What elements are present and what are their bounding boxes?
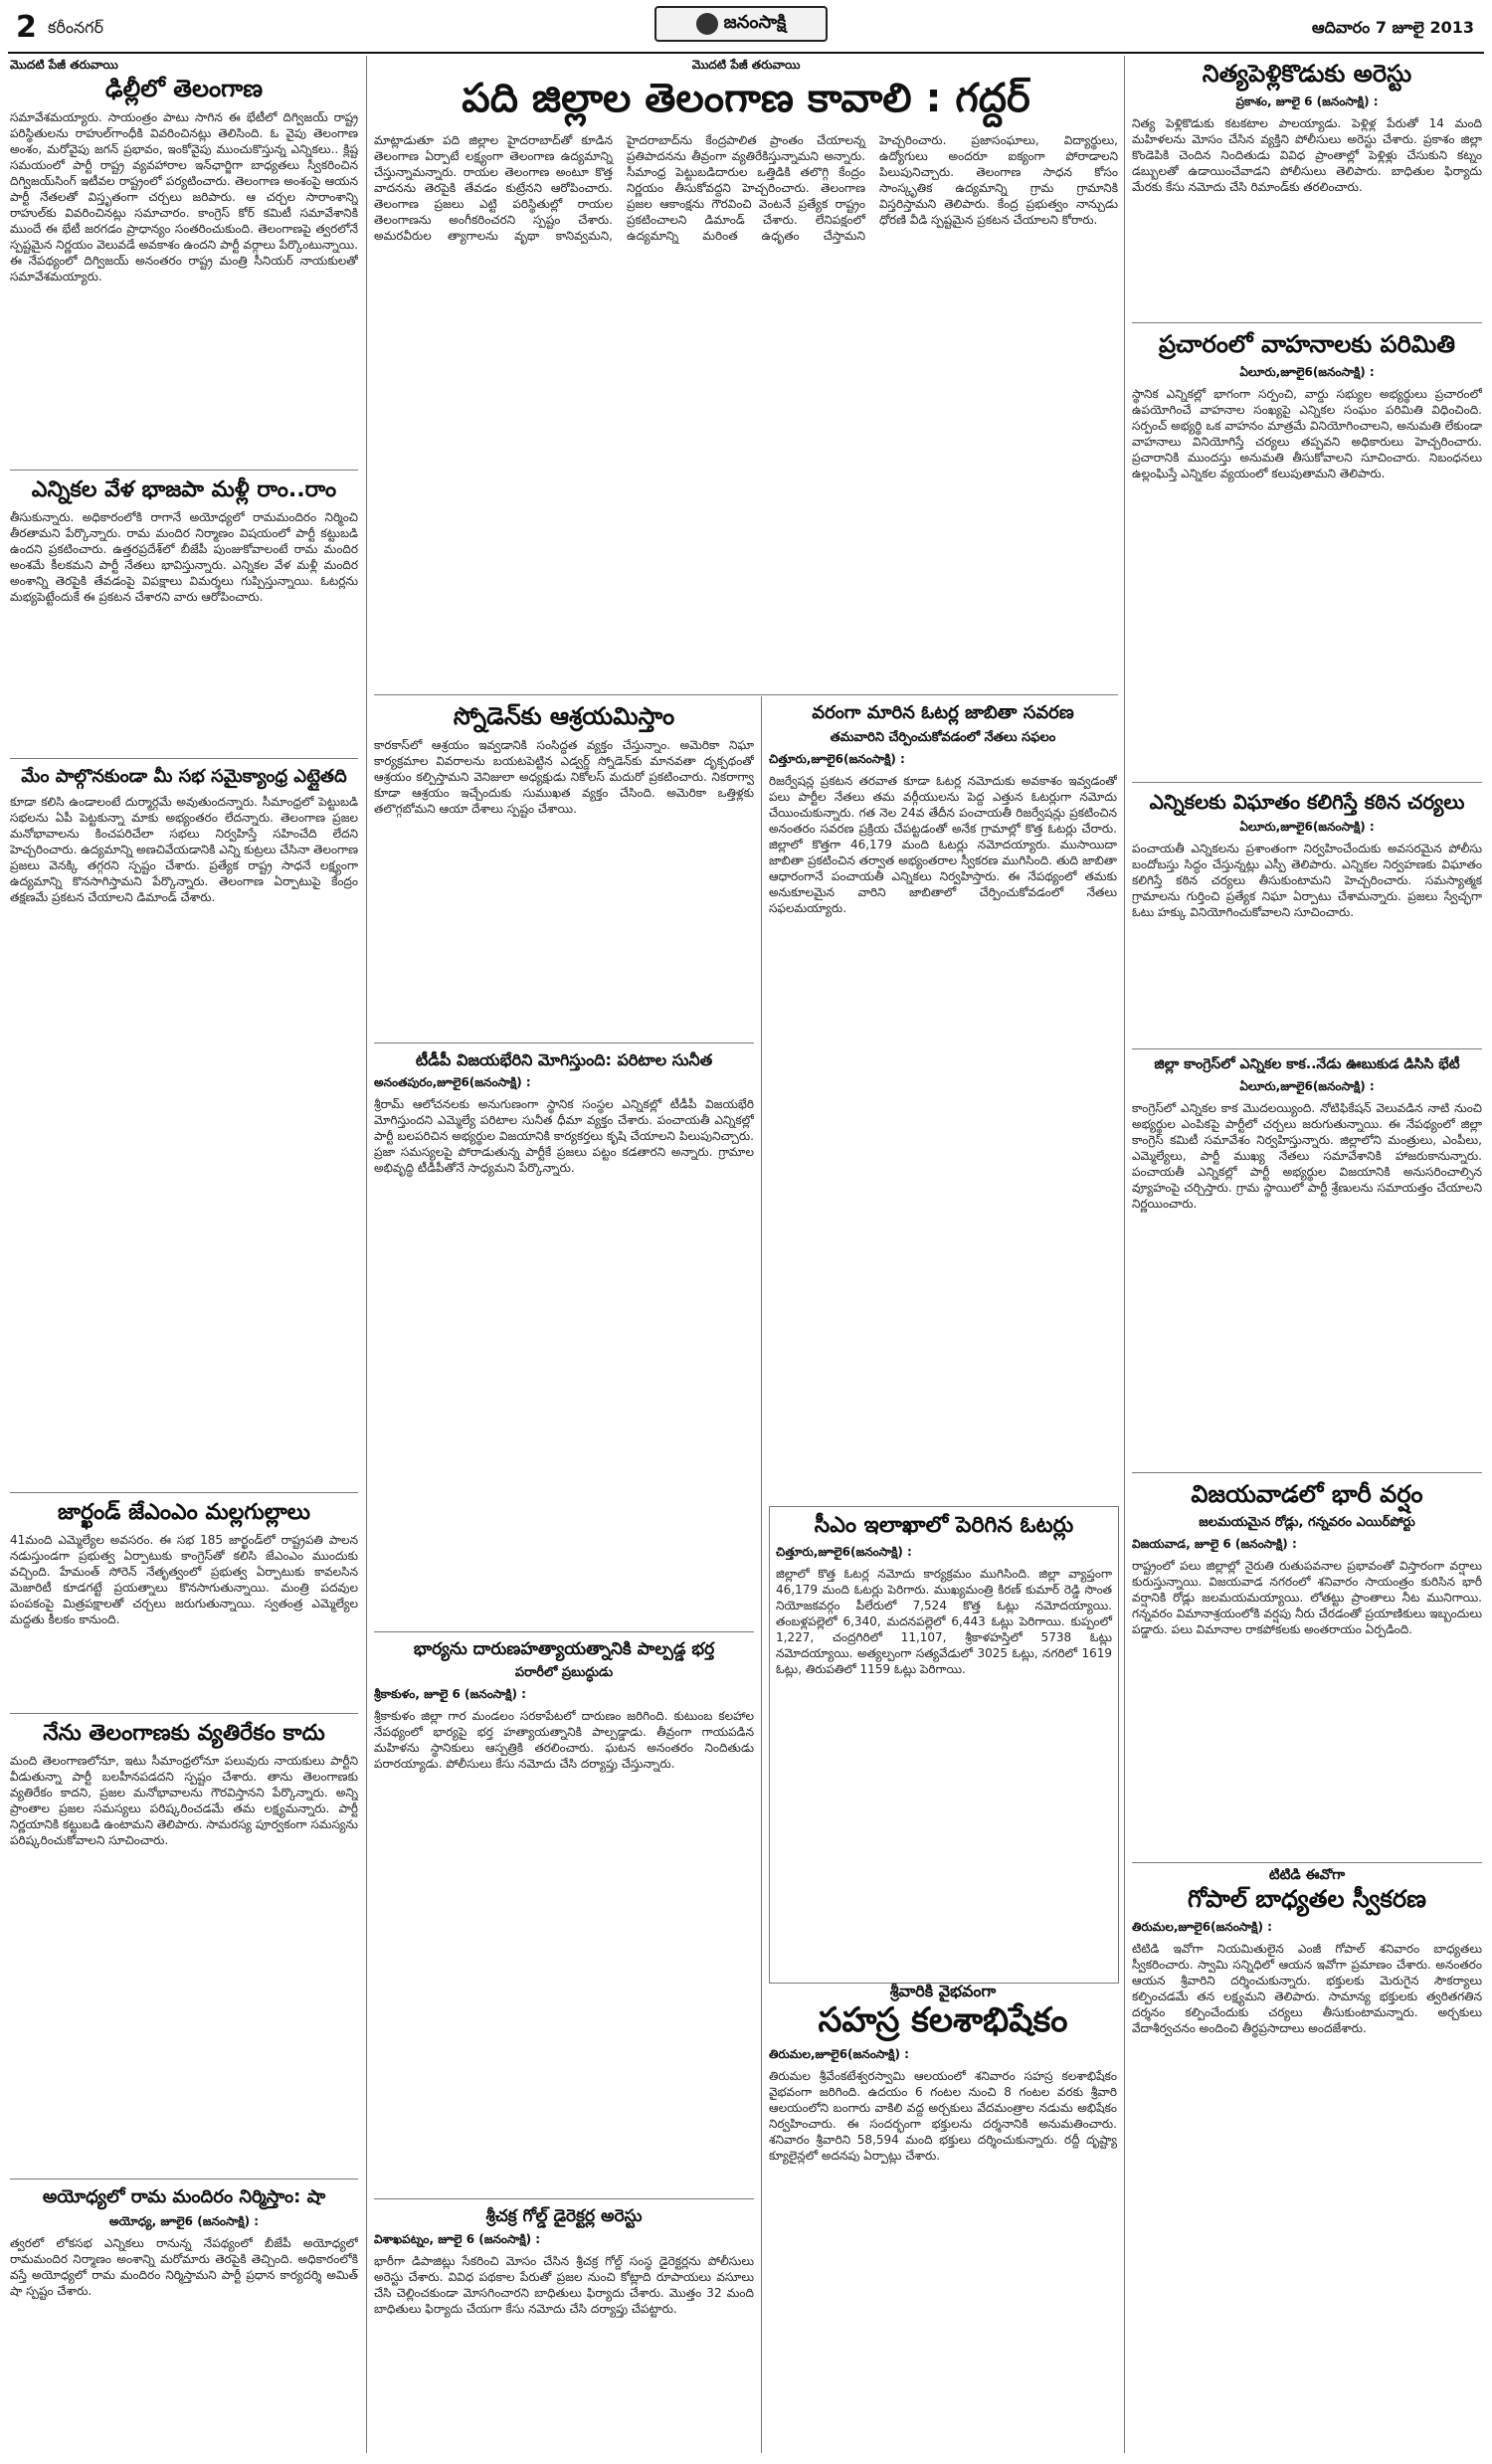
section-divider: [374, 1042, 754, 1043]
article-headline: పది జిల్లాల తెలంగాణ కావాలి : గద్దర్: [462, 76, 1030, 121]
article-delhi-telangana: [10, 58, 358, 468]
article-dateline: ప్రకాశం, జూలై 6 (జనంసాక్షి) :: [1235, 94, 1379, 108]
article-body: కారకాస్‌లో ఆశ్రయం ఇవ్వడానికి సంసిద్ధత వ్యక్తం చేస్తున్నాం. అమెరికా నిఘా కార్యక్రమాల వివరాలను బయటపెట్టిన ఎడ్వర్డ్ స్నోడెన్‌కు మానవతా దృక్పథంతో ఆశ్రయం కల్పిస్తామని వెనిజులా అధ్యక్షుడు నికోలస్ మదురో ప్రకటించారు. నికరాగ్వా కూడా ఆశ్రయం ఇచ్చేందుకు సుముఖత వ్యక్తం చేసింది. అమెరికా ఒత్తిళ్లకు తలొగ్గబోమని ఆయా దేశాలు స్పష్టం చేశాయి.: [374, 737, 754, 816]
masthead-title: జనంసాక్షి: [723, 11, 787, 33]
article-headline: ప్రచారంలో వాహనాలకు పరిమితి: [1158, 330, 1456, 358]
section-divider: [374, 2198, 754, 2199]
article-dateline: శ్రీకాకుళం, జూలై 6 (జనంసాక్షి) :: [374, 1687, 526, 1702]
article-srichakra-gold: [374, 2204, 754, 2453]
article-headline: నేను తెలంగాణకు వ్యతిరేకం కాదు: [43, 1721, 325, 1746]
article-headline: సీఎం ఇలాఖాలో పెరిగిన ఓటర్లు: [814, 1513, 1074, 1538]
section-divider: [10, 2179, 358, 2180]
article-body: కాంగ్రెస్‌లో ఎన్నికల కాక మొదలయ్యింది. నోటిఫికేషన్ వెలువడిన నాటి నుంచి అభ్యర్థుల ఎంపికపై పార్టీలో చర్చలు జరుగుతున్నాయి. ఈ నేపథ్యంలో జిల్లా కాంగ్రెస్ కమిటీ సమావేశం నిర్వహిస్తున్నారు. జిల్లాలోని మంత్రులు, ఎంపీలు, ఎమ్మెల్యేలు, పార్టీ ముఖ్య నేతలు సమావేశానికి హాజరుకానున్నారు. పంచాయతీ ఎన్నికల్లో పార్టీ అభ్యర్థుల విజయానికి అనుసరించాల్సిన వ్యూహంపై చర్చిస్తారు. గ్రామ స్థాయిలో పార్టీ శ్రేణులను సమాయత్తం చేయాలని నిర్ణయించారు.: [1132, 1100, 1482, 1211]
article-husband-attack: [374, 1637, 754, 2194]
article-vehicle-limit: [1132, 328, 1482, 778]
article-dateline: విజయవాడ, జూలై 6 (జనంసాక్షి) :: [1132, 1536, 1297, 1551]
article-headline: మేం పాల్గొనకుండా మీ సభ సమైక్యాంధ్ర ఎట్లైతది: [21, 766, 347, 787]
article-headline: గోపాల్ బాధ్యతల స్వీకరణ: [1188, 1885, 1426, 1913]
issue-date: ఆదివారం 7 జూలై 2013: [1311, 18, 1474, 37]
article-body: తీసుకున్నారు. అధికారంలోకి రాగానే అయోధ్యలో రామమందిరం నిర్మించి తీరతామని పేర్కొన్నారు. రామ మందిర నిర్మాణం విషయంలో పార్టీ కట్టుబడి ఉందని ప్రకటించారు. ఉత్తరప్రదేశ్‌లో బీజేపీ పుంజుకోవాలంటే రామ మందిర అంశమే కీలకమని పార్టీ నేతలు భావిస్తున్నారు. ఎన్నికల వేళ మళ్లీ మందిర అంశాన్ని తెరపైకి తేవడంపై విపక్షాలు విమర్శలు గుప్పిస్తున్నాయి. ఓటర్లను మభ్యపెట్టేందుకే ఈ ప్రకటన చేశారని వారు ఆరోపించారు.: [10, 510, 358, 605]
article-body: సమావేశమయ్యారు. సాయంత్రం పాటు సాగిన ఈ భేటీలో దిగ్విజయ్ రాష్ట్ర పరిస్థితులను రాహుల్‌గాంధీకి వివరించినట్లు తెలిసింది. ఓ వైపు తెలంగాణ అంశం, మరోవైపు జగన్ ప్రభావం, ఇంకోవైపు ముంచుకొస్తున్న ఎన్నికలు.. క్లిష్ట సమయంలో పార్టీ రాష్ట్ర వ్యవహారాల ఇన్‌ఛార్జిగా బాధ్యతలు స్వీకరించిన దిగ్విజయ్‌సింగ్ ఇటీవల రాష్ట్రంలో పర్యటించారు. తెలంగాణ అంశంపై ఆయన పార్టీ నేతలతో విస్తృతంగా చర్చలు జరిపారు. ఆ చర్చల సారాంశాన్ని రాహుల్‌కు వివరించినట్లు సమాచారం. కాంగ్రెస్ కోర్ కమిటీ సమావేశానికి ముందే ఈ భేటీ జరగడం ప్రాధాన్యం సంతరించుకుంది. తెలంగాణపై త్వరలోనే స్పష్టమైన నిర్ణయం వెలువడే అవకాశం ఉందని పార్టీ వర్గాలు పేర్కొంటున్నాయి. ఈ నేపథ్యంలో దిగ్విజయ్ అనంతరం రాష్ట్ర మంత్రి సీనియర్ నాయకులతో సమావేశమయ్యారు.: [10, 109, 358, 284]
article-headline: నిత్యపెళ్లికొడుకు అరెస్టు: [1202, 60, 1412, 88]
article-dateline: తిరుమల,జూలై6(జనంసాక్షి) :: [1132, 1919, 1272, 1934]
article-dateline: అయోధ్య, జూలై6 (జనంసాక్షి) :: [108, 2213, 260, 2228]
article-snowden: [374, 700, 754, 1039]
article-ayodhya-shah: [10, 2184, 358, 2453]
column-divider: [1124, 56, 1125, 2453]
section-divider: [1132, 1048, 1482, 1049]
column-divider: [761, 696, 762, 2453]
article-body: టిటిడి ఇవోగా నియమితులైన ఎంజీ గోపాల్ శనివారం బాధ్యతలు స్వీకరించారు. స్వామి సన్నిధిలో ఆయన ఇవోగా ప్రమాణం చేశారు. అనంతరం ఆయన శ్రీవారిని దర్శించుకున్నారు. భక్తులకు మెరుగైన సౌకర్యాలు కల్పించడమే తన లక్ష్యమని తెలిపారు. సామాన్య భక్తులకు త్వరితగతిన దర్శనం కల్పించేందుకు చర్యలు తీసుకుంటామన్నారు. అర్చకులు వేదాశీర్వచనం అందించి తీర్థప్రసాదాలు అందజేశారు.: [1132, 1941, 1482, 2035]
article-dateline: అనంతపురం,జూలై6(జనంసాక్షి) :: [374, 1075, 531, 1090]
article-headline: ఢిల్లీలో తెలంగాణ: [104, 75, 264, 102]
page-header: [8, 4, 1484, 48]
article-body: శ్రీరామ్ ఆలోచనలకు అనుగుణంగా స్థానిక సంస్థల ఎన్నికల్లో టీడీపీ విజయభేరి మోగిస్తుందని ఎమ్మెల్యే పరిటాల సునీత ధీమా వ్యక్తం చేశారు. పంచాయతీ ఎన్నికల్లో పార్టీ బలపరిచిన అభ్యర్థుల విజయానికి కార్యకర్తలు కృషి చేయాలని పిలుపునిచ్చారు. ప్రజా సమస్యలపై పోరాడుతున్న పార్టీకే ప్రజలు పట్టం కడతారని అన్నారు. గ్రామాల అభివృద్ధి టీడీపీతోనే సాధ్యమని పేర్కొన్నారు.: [374, 1097, 754, 1176]
article-headline: భార్యను దారుణహత్యాయత్నానికి పాల్పడ్డ భర్త: [413, 1639, 715, 1659]
article-headline: అయోధ్యలో రామ మందిరం నిర్మిస్తాం: షా: [42, 2186, 326, 2207]
article-headline: విజయవాడలో భారీ వర్షం: [1191, 1480, 1423, 1508]
article-headline: జార్ఖండ్ జేఎంఎం మల్లగుల్లాలు: [57, 1500, 311, 1525]
article-subheadline: జలమయమైన రోడ్లు, గన్నవరం ఎయిర్‌పోర్టు: [1199, 1514, 1415, 1530]
article-headline: సహస్ర కలశాభిషేకం: [818, 2000, 1068, 2040]
article-kicker: టిటిడి ఈవోగా: [1268, 1868, 1346, 1883]
article-tdp-sunitha: [374, 1048, 754, 1625]
article-dateline: ఏలూరు,జూలై6(జనంసాక్షి) :: [1239, 364, 1375, 379]
article-dcc-meeting: [1132, 1054, 1482, 1468]
column-divider: [366, 56, 367, 2453]
article-headline: జిల్లా కాంగ్రెస్‌లో ఎన్నికల కాక..నేడు ఊబుకుడ డిసిసి భేటీ: [1154, 1056, 1460, 1072]
article-subheadline: పరారీలో ప్రబుద్ధుడు: [514, 1665, 614, 1681]
article-election-disruption: [1132, 788, 1482, 1044]
article-headline: వరంగా మారిన ఓటర్ల జాబితా సవరణ: [812, 702, 1074, 723]
article-body: 41మంది ఎమ్మెల్యేల అవసరం. ఈ సభ 185 జార్ఖండ్‌లో రాష్ట్రపతి పాలన నడుస్తుండగా ప్రభుత్వ ఏర్పాటుకు కాంగ్రెస్‌తో కలిసి జేఎంఎం ముందుకు వచ్చింది. హేమంత్ సోరెన్ నేతృత్వంలో ప్రభుత్వ ఏర్పాటుకు కావలసిన మెజారిటీ కూడగట్టే ప్రయత్నాలు కొనసాగుతున్నాయి. మంత్రి పదవుల పంపకంపై మిత్రపక్షాలతో చర్చలు జరుగుతున్నాయి. స్వతంత్ర ఎమ్మెల్యేల మద్దతు కీలకం కానుంది.: [10, 1533, 358, 1627]
article-body: తిరుమల శ్రీవేంకటేశ్వరస్వామి ఆలయంలో శనివారం సహస్ర కలశాభిషేకం వైభవంగా జరిగింది. ఉదయం 6 గంటల నుంచి 8 గంటల వరకు శ్రీవారి ఆలయంలోని బంగారు వాకిలి వద్ద అర్చకులు వేదమంత్రాల నడుమ అభిషేకం నిర్వహించారు. ఈ సందర్భంగా భక్తులను దర్శనానికి అనుమతించారు. శనివారం శ్రీవారిని 58,594 మంది భక్తులు దర్శించుకున్నారు. రద్దీ దృష్ట్యా క్యూలైన్లలో అదనపు ఏర్పాట్లు చేశారు.: [769, 2068, 1117, 2163]
article-dateline: తిరుమల,జూలై6(జనంసాక్షి) :: [769, 2046, 909, 2061]
article-kicker: శ్రీవారికి వైభవంగా: [889, 1984, 997, 2000]
masthead: [654, 6, 828, 42]
article-body: స్థానిక ఎన్నికల్లో భాగంగా సర్పంచి, వార్డు సభ్యుల అభ్యర్థులు ప్రచారంలో ఉపయోగించే వాహనాల సంఖ్యపై ఎన్నికల సంఘం పరిమితి విధించింది. సర్పంచ్ అభ్యర్థి ఒక వాహనం మాత్రమే వినియోగించాలని, అనుమతి లేకుండా వాహనాలు వినియోగిస్తే చర్యలు తప్పవని అధికారులు హెచ్చరించారు. ప్రచారానికి ముందస్తు అనుమతి తీసుకోవాలని సూచించారు. నిబంధనలు ఉల్లంఘిస్తే ఎన్నికల వ్యయంలో కలుపుతామని తెలిపారు.: [1132, 386, 1482, 480]
article-dateline: ఏలూరు,జూలై6(జనంసాక్షి) :: [1239, 820, 1375, 834]
article-body: మాట్లాడుతూ పది జిల్లాల హైదరాబాద్‌తో కూడిన తెలంగాణ ఏర్పాటే లక్ష్యంగా తెలంగాణ ఉద్యమాన్ని చేస్తున్నామన్నారు. రాయల తెలంగాణ అంటూ కొత్త వాదనను తెరపైకి తేవడం కుట్రేనని ఆరోపించారు. తెలంగాణ ప్రజలు ఎట్టి పరిస్థితుల్లో రాయల తెలంగాణను అంగీకరించరని స్పష్టం చేశారు. అమరవీరుల త్యాగాలను వృథా కానివ్వమని, హైదరాబాద్‌ను కేంద్రపాలిత ప్రాంతం చేయాలన్న ప్రతిపాదనను తీవ్రంగా వ్యతిరేకిస్తున్నామని అన్నారు. సీమాంధ్ర పెట్టుబడిదారుల ఒత్తిడికి తలొగ్గి కేంద్రం నిర్ణయం తీసుకోవద్దని హెచ్చరించారు. తెలంగాణ ప్రజల ఆకాంక్షను గౌరవించి వెంటనే ప్రత్యేక రాష్ట్రం ప్రకటించాలని డిమాండ్ చేశారు. లేనిపక్షంలో ఉద్యమాన్ని మరింత ఉధృతం చేస్తామని హెచ్చరించారు. ప్రజాసంఘాలు, విద్యార్థులు, ఉద్యోగులు అందరూ ఐక్యంగా పోరాడాలని పిలుపునిచ్చారు. తెలంగాణ సాధన కోసం సాంస్కృతిక ఉద్యమాన్ని గ్రామ గ్రామానికి విస్తరిస్తామని తెలిపారు. కేంద్ర ప్రభుత్వం నాన్చుడు ధోరణి వీడి స్పష్టమైన ప్రకటన చేయాలని కోరారు.: [374, 133, 1118, 243]
section-divider: [10, 1492, 358, 1493]
article-headline: టీడీపీ విజయభేరిని మోగిస్తుంది: పరిటాల సునీత: [415, 1050, 713, 1069]
article-body: రాష్ట్రంలో పలు జిల్లాల్లో నైరుతి రుతుపవనాల ప్రభావంతో విస్తారంగా వర్షాలు కురుస్తున్నాయి. విజయవాడ నగరంలో శనివారం సాయంత్రం కురిసిన భారీ వర్షానికి రోడ్లు జలమయమయ్యాయి. లోతట్టు ప్రాంతాలు నీట మునిగాయి. గన్నవరం విమానాశ్రయంలోకి వర్షపు నీరు చేరడంతో ప్రయాణికులు ఇబ్బందులు పడ్డారు. పలు విమానాల రాకపోకలకు అంతరాయం ఏర్పడింది.: [1132, 1558, 1482, 1636]
article-subheadline: తమవారిని చేర్పించుకోవడంలో నేతలు సఫలం: [830, 729, 1056, 745]
article-bjp-ram: [10, 475, 358, 754]
article-headline: ఎన్నికల వేళ భాజపా మళ్లీ రాం..రాం: [31, 477, 337, 502]
article-body: త్వరలో లోకసభ ఎన్నికలు రానున్న నేపథ్యంలో బీజేపీ అయోధ్యలో రామమందిర నిర్మాణం అంశాన్ని మరోమారు తెరపైకి తెచ్చింది. అధికారంలోకి వస్తే అయోధ్యలో రామ మందిరం నిర్మిస్తామని పార్టీ ప్రధాన కార్యదర్శి అమిత్ షా స్పష్టం చేశారు.: [10, 2235, 358, 2298]
section-divider: [1132, 782, 1482, 783]
article-gaddar-lead: [374, 58, 1118, 690]
article-body: పంచాయతీ ఎన్నికలను ప్రశాంతంగా నిర్వహించేందుకు అవసరమైన పోలీసు బందోబస్తు సిద్ధం చేస్తున్నట్లు ఎస్పీ తెలిపారు. ఎన్నికల నిర్వహణకు విఘాతం కలిగిస్తే కఠిన చర్యలు తీసుకుంటామని హెచ్చరించారు. సమస్యాత్మక గ్రామాలను గుర్తించి ప్రత్యేక నిఘా ఏర్పాటు చేశామన్నారు. ప్రజలు స్వేచ్ఛగా ఓటు హక్కు వినియోగించుకోవాలని సూచించారు.: [1132, 842, 1482, 919]
article-serial-groom: [1132, 58, 1482, 318]
article-kicker: మొదటి పేజీ తరువాయి: [10, 58, 118, 72]
article-cm-voters: [769, 1506, 1119, 1984]
section-divider: [10, 758, 358, 759]
article-kicker: మొదటి పేజీ తరువాయి: [691, 58, 801, 72]
article-vijayawada-rain: [1132, 1478, 1482, 1856]
section-divider: [1132, 1472, 1482, 1473]
article-dateline: విశాఖపట్నం, జూలై 6 (జనంసాక్షి) :: [374, 2232, 541, 2247]
section-divider: [10, 1713, 358, 1714]
article-dateline: ఏలూరు,జూలై6(జనంసాక్షి) :: [1239, 1078, 1375, 1093]
section-divider: [1132, 322, 1482, 323]
article-body: కూడా కలిసి ఉండాలంటే దుర్మార్గమే అవుతుందన్నారు. సీమాంధ్రలో పెట్టుబడి సభలను ఏపీ పెట్టకున్నా మాకు అభ్యంతరం లేదన్నారు. తెలంగాణ ప్రజల మనోభావాలను కించపరిచేలా సభలు నిర్వహిస్తే సహించేది లేదని హెచ్చరించారు. ఉద్యమాన్ని అణచివేయడానికి ఎన్ని కుట్రలు చేసినా తెలంగాణ ప్రజలు వెనక్కి తగ్గరని స్పష్టం చేశారు. ప్రత్యేక రాష్ట్ర సాధనే లక్ష్యంగా ఉద్యమాన్ని కొనసాగిస్తామని పేర్కొన్నారు. తెలంగాణ ఏర్పాటుపై కేంద్రం తక్షణమే ప్రకటన చేయాలని డిమాండ్ చేశారు.: [10, 794, 358, 904]
article-sahasra-kalasabhishekam: [769, 1984, 1117, 2453]
article-jharkhand: [10, 1498, 358, 1707]
article-ttd-eo-gopal: [1132, 1868, 1482, 2453]
page-number: 2: [16, 10, 37, 45]
article-body: మంది తెలంగాణలోనూ, ఇటు సీమాంధ్రలోనూ పలువురు నాయకులు పార్టీని వీడుతున్నా పార్టీ బలహీనపడదని స్పష్టం చేశారు. తాను తెలంగాణకు వ్యతిరేకం కాదని, ప్రజల మనోభావాలను గౌరవిస్తానని పేర్కొన్నారు. అన్ని ప్రాంతాల ప్రజల సమస్యలు పరిష్కరించడమే తమ లక్ష్యమన్నారు. పార్టీ నిర్ణయానికి కట్టుబడి ఉంటామని తెలిపారు. సామరస్య పూర్వకంగా సమస్యను పరిష్కరించుకోవాలని సూచించారు.: [10, 1754, 358, 1848]
article-not-against-telangana: [10, 1719, 358, 2177]
section-divider: [374, 1631, 754, 1632]
article-headline: స్నోడెన్‌కు ఆశ్రయమిస్తాం: [453, 702, 675, 730]
article-body: భారీగా డిపాజిట్లు సేకరించి మోసం చేసిన శ్రీచక్ర గోల్డ్ సంస్థ డైరెక్టర్లను పోలీసులు అరెస్టు చేశారు. వివిధ పథకాల పేరుతో ప్రజల నుంచి కోట్లాది రూపాయలు వసూలు చేసి చెల్లించకుండా మోసగించారని బాధితులు ఫిర్యాదు చేశారు. మొత్తం 32 మంది బాధితులు ఫిర్యాదు చేయగా కేసు నమోదు చేసి దర్యాప్తు చేపట్టారు.: [374, 2254, 754, 2317]
article-samaikyandhra: [10, 764, 358, 1142]
article-dateline: చిత్తూరు,జూలై6(జనంసాక్షి) :: [776, 1545, 912, 1560]
article-body: రిజర్వేషన్ల ప్రకటన తరవాత కూడా ఓటర్ల నమోదుకు అవకాశం ఇవ్వడంతో పలు పార్టీల నేతలు తమ వర్గీయులను పెద్ద ఎత్తున ఓటర్లుగా నమోదు చేయించుకున్నారు. గత నెల 24వ తేదీన పంచాయతీ రిజర్వేషన్లు ప్రకటించిన అనంతరం సవరణ ప్రక్రియ చేపట్టడంతో అనేక గ్రామాల్లో కొత్త ఓటర్లు చేరారు. జిల్లాలో కొత్తగా 46,179 మంది ఓటర్లు నమోదయ్యారు. ముసాయిదా జాబితా ప్రకటించిన తర్వాత అభ్యంతరాల స్వీకరణ ముగిసింది. తుది జాబితా ఆధారంగానే పంచాయతీ ఎన్నికలు నిర్వహిస్తారు. ఈ నేపథ్యంలో తమకు అనుకూలమైన వారిని జాబితాలో చేర్పించుకోవడంలో నేతలు సఫలమయ్యారు.: [769, 773, 1117, 915]
section-divider: [374, 694, 1118, 695]
article-body: నిత్య పెళ్లికొడుకు కటకటాల పాలయ్యాడు. పెళ్లిళ్ల పేరుతో 14 మంది మహిళలను మోసం చేసిన వ్యక్తిని పోలీసులు అరెస్టు చేశారు. ప్రకాశం జిల్లా కొండెపికి చెందిన నిందితుడు వివిధ ప్రాంతాల్లో పెళ్లిళ్లు చేసుకుని కట్నం డబ్బులతో ఉడాయించేవాడని పోలీసులు తెలిపారు. బాధితుల ఫిర్యాదు మేరకు కేసు నమోదు చేసి రిమాండ్‌కు తరలించారు.: [1132, 115, 1482, 194]
article-body: జిల్లాలో కొత్త ఓటర్ల నమోదు కార్యక్రమం ముగిసింది. జిల్లా వ్యాప్తంగా 46,179 మంది ఓటర్లు పెరిగారు. ముఖ్యమంత్రి కిరణ్ కుమార్ రెడ్డి సొంత నియోజకవర్గం పీలేరులో 7,524 కొత్త ఓట్లు నమోదయ్యాయి. తంబళ్లపల్లెలో 6,340, మదనపల్లెలో 6,443 ఓట్లు పెరిగాయి. కుప్పంలో 1,227, చంద్రగిరిలో 11,107, శ్రీకాళహస్తిలో 5738 ఓట్లు నమోదయ్యాయి. అత్యల్పంగా సత్యవేడులో 3025 ఓట్లు, నగరిలో 1619 ఓట్లు, తిరుపతిలో 1159 ఓట్లు పెరిగాయి.: [776, 1567, 1112, 1677]
masthead-logo-icon: [696, 13, 718, 35]
section-divider: [1132, 1862, 1482, 1863]
header-rule: [8, 52, 1484, 54]
article-headline: శ్రీచక్ర గోల్డ్ డైరెక్టర్ల అరెస్టు: [485, 2206, 643, 2226]
section-divider: [10, 470, 358, 471]
article-body: శ్రీకాకుళం జిల్లా గార మండలం సరకాపేటలో దారుణం జరిగింది. కుటుంబ కలహాల నేపథ్యంలో భార్యపై భర్త హత్యాయత్నానికి పాల్పడ్డాడు. తీవ్రంగా గాయపడిన మహిళను స్థానికులు ఆస్పత్రికి తరలించారు. ఘటన అనంతరం నిందితుడు పరారయ్యాడు. పోలీసులు కేసు నమోదు చేసి దర్యాప్తు చేస్తున్నారు.: [374, 1709, 754, 1772]
article-headline: ఎన్నికలకు విఘాతం కలిగిస్తే కఠిన చర్యలు: [1149, 790, 1465, 814]
district-name: కరీంనగర్: [48, 18, 104, 37]
article-dateline: చిత్తూరు,జూలై6(జనంసాక్షి) :: [769, 751, 905, 766]
article-voter-list: [769, 700, 1117, 1502]
